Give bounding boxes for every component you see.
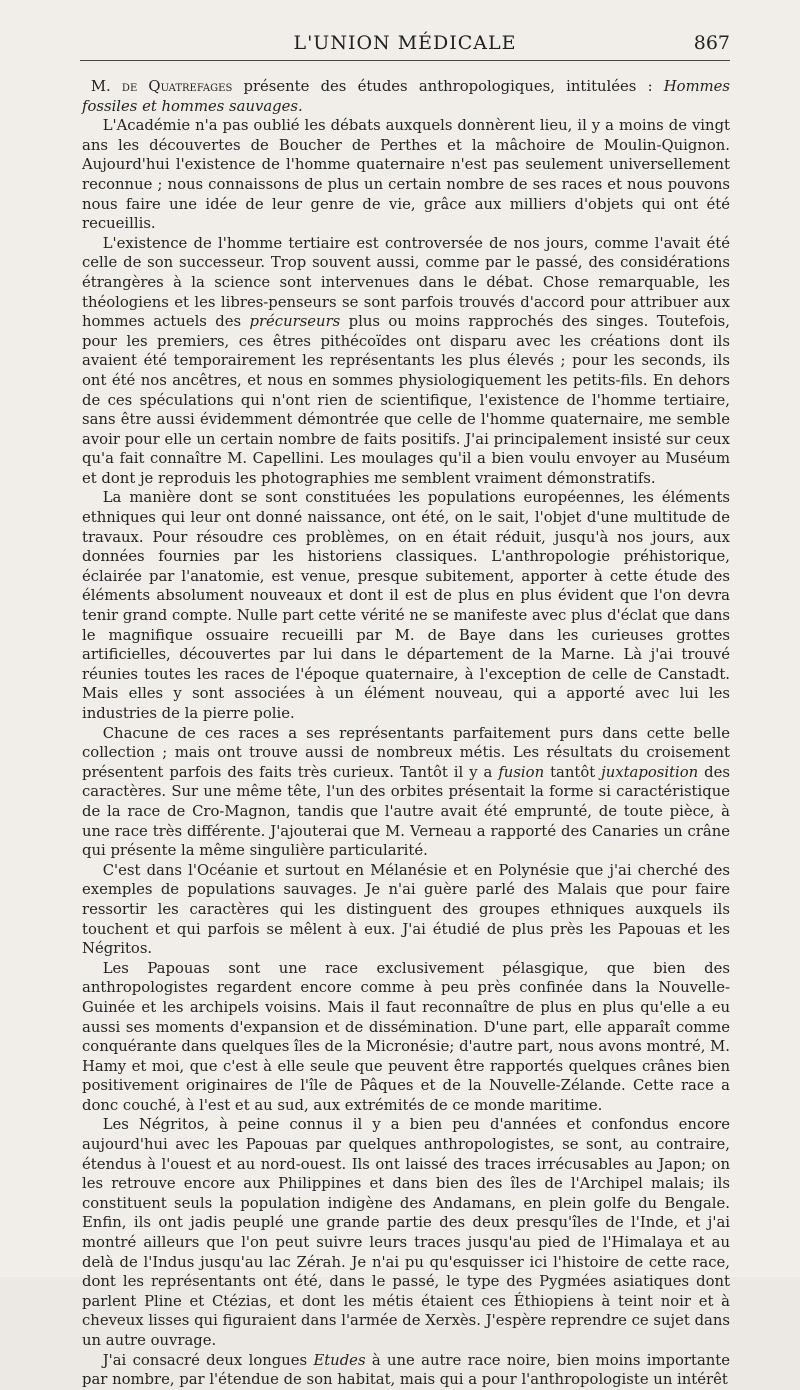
paragraph-intro xyxy=(82,77,730,116)
italic-run: fusion xyxy=(498,763,545,781)
paragraph xyxy=(82,234,730,489)
paragraph: La manière dont se sont constituées les populations européennes, les éléments ethniques qui leur ont donné naissance, ont été, on le sait, l'objet d'une multitude de travaux. Pour résoudre ces problèmes, on en était réduit, jusqu'à nos jours, aux données fournies par les historiens classiques. L'anthropologie préhistorique, éclairée par l'anatomie, est venue, presque subitement, apporter à cette étude des éléments absolument nouveaux et dont il est de plus en plus évident que l'on devra tenir grand compte. Nulle part cette vérité ne se manifeste avec plus d'éclat que dans le magnifique ossuaire recueilli par M. de Baye dans les curieuses grottes artificielles, découvertes par lui dans le département de la Marne. Là j'ai trouvé réunies toutes les races de l'époque quaternaire, à l'exception de celle de Canstadt. Mais elles y sont associées à un élément nouveau, qui a apporté avec lui les industries de la pierre polie. xyxy=(82,489,730,722)
paragraph: Les Négritos, à peine connus il y a bien peu d'années et confondus encore aujourd'hui avec les Papouas par quelques anthropologistes, se sont, au contraire, étendus à l'ouest et au nord-ouest. Ils ont laissé des traces irrécusables au Japon; on les retrouve encore aux Philippines et dans bien des îles de l'Archipel malais; ils constituent seuls la population indigène des Andamans, en plein golfe du Bengale. Enfin, ils ont jadis peuplé une grande partie des deux presqu'îles de l'Inde, et j'ai montré ailleurs que l'on peut suivre leurs traces jusqu'au pied de l'Himalaya et au delà de l'Indus jusqu'au lac Zérah. Je n'ai pu qu'esquisser ici l'histoire de cette race, dont les représentants ont été, dans le passé, le type des Pygmées asiatiques dont parlent Pline et Ctézias, et dont les métis étaient ces Éthiopiens à teint noir et à cheveux lisses qui figuraient dans l'armée de Xerxès. J'espère reprendre ce sujet dans un autre ouvrage. xyxy=(82,1116,730,1349)
italic-run: précurseurs xyxy=(249,313,341,331)
text-run: J'ai consacré deux longues xyxy=(102,1351,314,1369)
paragraph: L'Académie n'a pas oublié les débats auxquels donnèrent lieu, il y a moins de vingt ans les découvertes de Boucher de Perthes et la mâchoire de Moulin-Quignon. Aujourd'hui l'existence de l'homme quaternaire n'est pas seulement universellement reconnue ; nous connaissons de plus un certain nombre de ses races et nous pouvons nous faire une idée de leur genre de vie, grâce aux milliers d'objets qui ont été recueillis. xyxy=(82,117,730,233)
text-run: à une autre race noire, bien moins importante par nombre, par l'étendue de son habitat, mais qui a pour l'anthropologiste un intérêt xyxy=(82,1351,730,1389)
intro-text: présente des études anthropologiques, intitulées : xyxy=(232,78,664,95)
page-header xyxy=(80,30,730,60)
author-name: M. de Quatrefages xyxy=(90,78,233,95)
paragraph: C'est dans l'Océanie et surtout en Mélanésie et en Polynésie que j'ai cherché des exemples de populations sauvages. Je n'ai guère parlé des Malais que pour faire ressortir les caractères qui les distinguent des groupes ethniques auxquels ils touchent et qui parfois se mêlent à eux. J'ai étudié de plus près les Papouas et les Négritos. xyxy=(82,861,730,958)
text-run: Chacune de ces races a ses représentants parfaitement purs dans cette belle collection ; mais ont trouve aussi de nombreux métis. Les résultats du croisement présentent parfois des faits très curieux. Tantôt il y a xyxy=(82,724,730,781)
paragraph: Les Papouas sont une race exclusivement pélasgique, que bien des anthropologistes regardent encore comme à peu près confinée dans la Nouvelle-Guinée et les archipels voisins. Mais il faut reconnaître de plus en plus qu'elle a eu aussi ses moments d'expansion et de dissémination. D'une part, elle apparaît comme conquérante dans quelques îles de la Micronésie; d'autre part, nous avons montré, M. Hamy et moi, que c'est à elle seule que peuvent être rapportés quelques crânes bien positivement originaires de l'île de Pâques et de la Nouvelle-Zélande. Cette race a donc couché, à l'est et au sud, aux extrémités de ce monde maritime. xyxy=(82,959,730,1114)
article-body xyxy=(82,77,730,1390)
header-rule xyxy=(80,60,730,61)
page-number: 867 xyxy=(693,32,730,54)
text-run: plus ou moins rapprochés des singes. Toutefois, pour les premiers, ces êtres pithécoïdes ont disparu avec les créations dont ils avaient été temporairement les représentants les plus élevés ; pour les seconds, ils ont été nos ancêtres, et nous en sommes physiologiquement les petits-fils. En dehors de ces spéculations qui n'ont rien de scientifique, l'existence de l'homme tertiaire, sans être aussi évidemment démontrée que celle de l'homme quaternaire, me semble avoir pour elle un certain nombre de faits positifs. J'ai principalement insisté sur ceux qu'a fait connaître M. Capellini. Les moulages qu'il a bien voulu envoyer au Muséum et dont je reproduis les photographies me semblent vraiment démonstratifs. xyxy=(82,313,730,487)
text-run: L'existence de l'homme tertiaire est controversée de nos jours, comme l'avait été celle de son successeur. Trop souvent aussi, comme par le passé, des considérations étrangères à la science sont intervenues dans le débat. Chose remarquable, les théologiens et les libres-penseurs se sont parfois trouvés d'accord pour attribuer aux hommes actuels des xyxy=(82,234,730,331)
paragraph xyxy=(82,724,730,861)
running-title: L'UNION MÉDICALE xyxy=(293,32,517,54)
paragraph xyxy=(82,1351,730,1390)
text-run: des caractères. Sur une même tête, l'un des orbites présentait la forme si caractéristique de la race de Cro-Magnon, tandis que l'autre avait été emprunté, de toute pièce, à une race très différente. J'ajouterai que M. Verneau a rapporté des Canaries un crâne qui présente la même singulière particularité. xyxy=(82,763,730,860)
italic-run: juxtaposition xyxy=(601,763,699,781)
italic-run: Etudes xyxy=(313,1351,366,1369)
text-run: tantôt xyxy=(544,763,602,781)
work-title: Hommes fossiles et hommes sauvages. xyxy=(82,78,730,115)
